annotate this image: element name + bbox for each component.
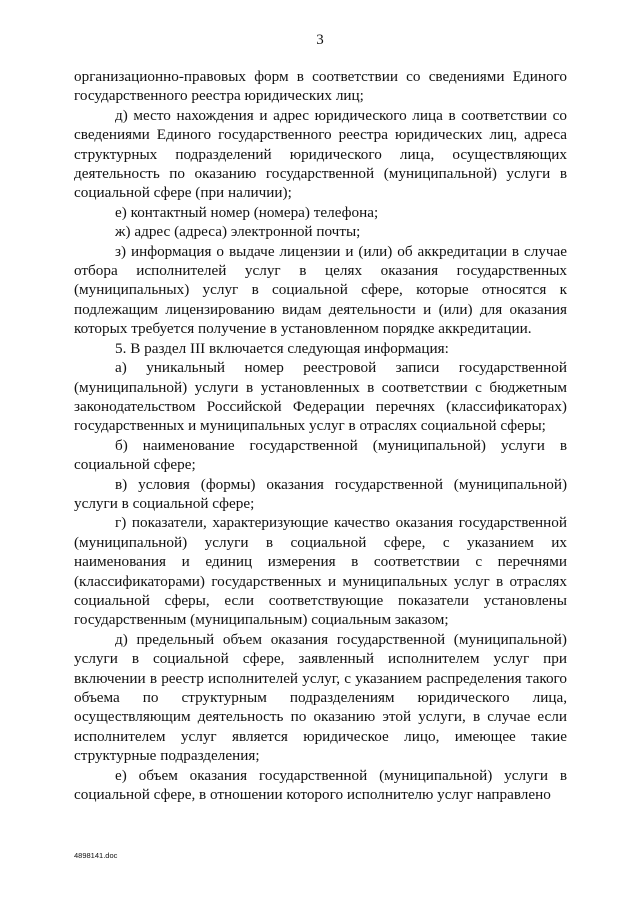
document-file-name: 4898141.doc [74, 851, 118, 860]
paragraph-d-limit-volume: д) предельный объем оказания государственной (муниципальной) услуги в социальной сфере, заявленный исполнителем услуг при включении в реестр исполнителей услуг, с указанием распределения такого объема по структурным подразделениям юридического лица, осуществляющим деятельность по оказанию этой услуги, в случае если исполнителем услуг является юридическое лицо, имеющее такие структурные подразделения; [74, 630, 567, 765]
paragraph-zh-email: ж) адрес (адреса) электронной почты; [115, 223, 361, 241]
page-number: 3 [316, 32, 324, 48]
paragraph-z-license: з) информация о выдаче лицензии и (или) об аккредитации в случае отбора исполнителей услуг в целях оказания государственных (муниципальных) услуг в социальной сфере, которые относятся к подлежащим лицензированию видам деятельности и (или) для оказания которых требуется получение в установленном порядке аккредитации. [74, 242, 567, 338]
paragraph-b-service-name: б) наименование государственной (муниципальной) услуги в социальной сфере; [74, 436, 567, 474]
paragraph-e-service-volume: е) объем оказания государственной (муниципальной) услуги в социальной сфере, в отношении которого исполнителю услуг направлено [74, 766, 567, 804]
paragraph-e-phone: е) контактный номер (номера) телефона; [115, 203, 379, 221]
paragraph-a-registry-number: а) уникальный номер реестровой записи государственной (муниципальной) услуги в установленных в соответствии с бюджетным законодательством Российской Федерации перечнях (классификаторах) государственных и муниципальных услуг в отраслях социальной сферы; [74, 359, 567, 435]
paragraph-section-5: 5. В раздел III включается следующая информация: [115, 339, 449, 357]
paragraph-v-service-conditions: в) условия (формы) оказания государственной (муниципальной) услуги в социальной сфере; [74, 475, 567, 512]
paragraph-g-quality-indicators: г) показатели, характеризующие качество оказания государственной (муниципальной) услуги в социальной сфере, с указанием их наименования и единиц измерения в соответствии с перечнями (классификаторами) государственных и муниципальных услуг в отраслях социальной сферы, если соответствующие показатели установлены государственным (муниципальным) социальным заказом; [74, 514, 567, 629]
paragraph-continuation: организационно-правовых форм в соответствии со сведениями Единого государственного реестра юридических лиц; [74, 68, 567, 105]
document-body [74, 67, 567, 804]
paragraph-d-address: д) место нахождения и адрес юридического лица в соответствии со сведениями Единого государственного реестра юридических лиц, адреса структурных подразделений юридического лица, осуществляющих деятельность по оказанию государственной (муниципальной) услуги в социальной сфере (при наличии); [74, 106, 567, 202]
